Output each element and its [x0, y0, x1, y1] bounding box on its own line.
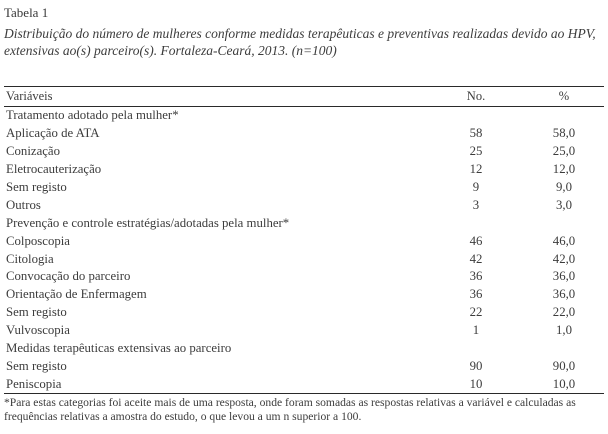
cell-pct: 3,0 — [556, 197, 572, 212]
cell-variable: Convocação do parceiro — [6, 269, 131, 284]
cell-variable: Conização — [6, 144, 61, 159]
cell-pct: 10,0 — [552, 376, 576, 391]
cell-variable: Peniscopia — [6, 376, 62, 391]
column-header-variaveis: Variáveis — [6, 89, 53, 103]
table-row — [4, 375, 604, 393]
cell-no: 46 — [469, 233, 483, 248]
cell-pct: 58,0 — [552, 126, 576, 141]
cell-pct: 25,0 — [552, 144, 576, 159]
table-row — [4, 125, 604, 143]
table-row — [4, 268, 604, 286]
cell-pct: 12,0 — [552, 162, 576, 177]
cell-variable: Citologia — [6, 251, 54, 266]
cell-variable: Eletrocauterização — [6, 162, 102, 177]
table-title: Tabela 1 — [4, 5, 49, 20]
cell-no: 22 — [469, 305, 483, 320]
column-header-no: No. — [466, 89, 486, 103]
cell-pct: 22,0 — [552, 305, 576, 320]
cell-variable: Vulvoscopia — [6, 323, 70, 338]
table-row — [4, 232, 604, 250]
table-section-row — [4, 107, 604, 125]
table-row — [4, 143, 604, 161]
cell-no: 9 — [472, 180, 480, 194]
cell-no: 3 — [472, 197, 480, 212]
table-row — [4, 179, 604, 197]
table-section-row — [4, 340, 604, 358]
cell-no: 25 — [469, 144, 483, 159]
cell-pct: 36,0 — [552, 287, 576, 302]
table-row — [4, 322, 604, 340]
cell-variable: Prevenção e controle estratégias/adotadas pela mulher* — [6, 215, 290, 230]
cell-variable: Sem registo — [6, 180, 67, 194]
cell-variable: Aplicação de ATA — [6, 126, 100, 141]
cell-pct: 1,0 — [556, 323, 572, 338]
cell-pct: 46,0 — [552, 233, 576, 248]
table-footnote: *Para estas categorias foi aceite mais de uma resposta, onde foram somadas as respostas relativas a variável e calculadas as frequências relativas a amostra do estudo, o que levou a um n superior a 100. — [4, 396, 576, 424]
cell-no: 12 — [469, 162, 483, 177]
cell-no: 10 — [469, 376, 483, 391]
cell-no: 1 — [472, 323, 480, 338]
cell-no: 58 — [469, 126, 483, 141]
table-row — [4, 304, 604, 322]
table-row — [4, 357, 604, 375]
cell-variable: Orientação de Enfermagem — [6, 287, 147, 302]
table-row — [4, 196, 604, 214]
cell-pct: 90,0 — [552, 358, 576, 373]
data-table — [4, 86, 604, 394]
table-caption: Distribuição do número de mulheres conforme medidas terapêuticas e preventivas realizadas devido ao HPV, extensivas ao(s) parceiro(s). Fortaleza-Ceará, 2013. (n=100) — [4, 26, 596, 58]
table-section-row — [4, 214, 604, 232]
cell-pct: 42,0 — [552, 251, 576, 266]
table-header-row — [4, 87, 604, 107]
column-header-pct: % — [558, 89, 570, 103]
cell-pct: 9,0 — [556, 180, 572, 194]
cell-variable: Medidas terapêuticas extensivas ao parceiro — [6, 341, 232, 356]
cell-no: 36 — [469, 269, 483, 284]
table-row — [4, 286, 604, 304]
cell-pct: 36,0 — [552, 269, 576, 284]
cell-variable: Outros — [6, 197, 41, 212]
cell-no: 36 — [469, 287, 483, 302]
cell-variable: Sem registo — [6, 358, 67, 373]
cell-no: 42 — [469, 251, 483, 266]
table-row — [4, 250, 604, 268]
cell-no: 90 — [469, 358, 483, 373]
cell-variable: Sem registo — [6, 305, 67, 320]
table-row — [4, 161, 604, 179]
cell-variable: Colposcopia — [6, 233, 70, 248]
cell-variable: Tratamento adotado pela mulher* — [6, 108, 179, 123]
